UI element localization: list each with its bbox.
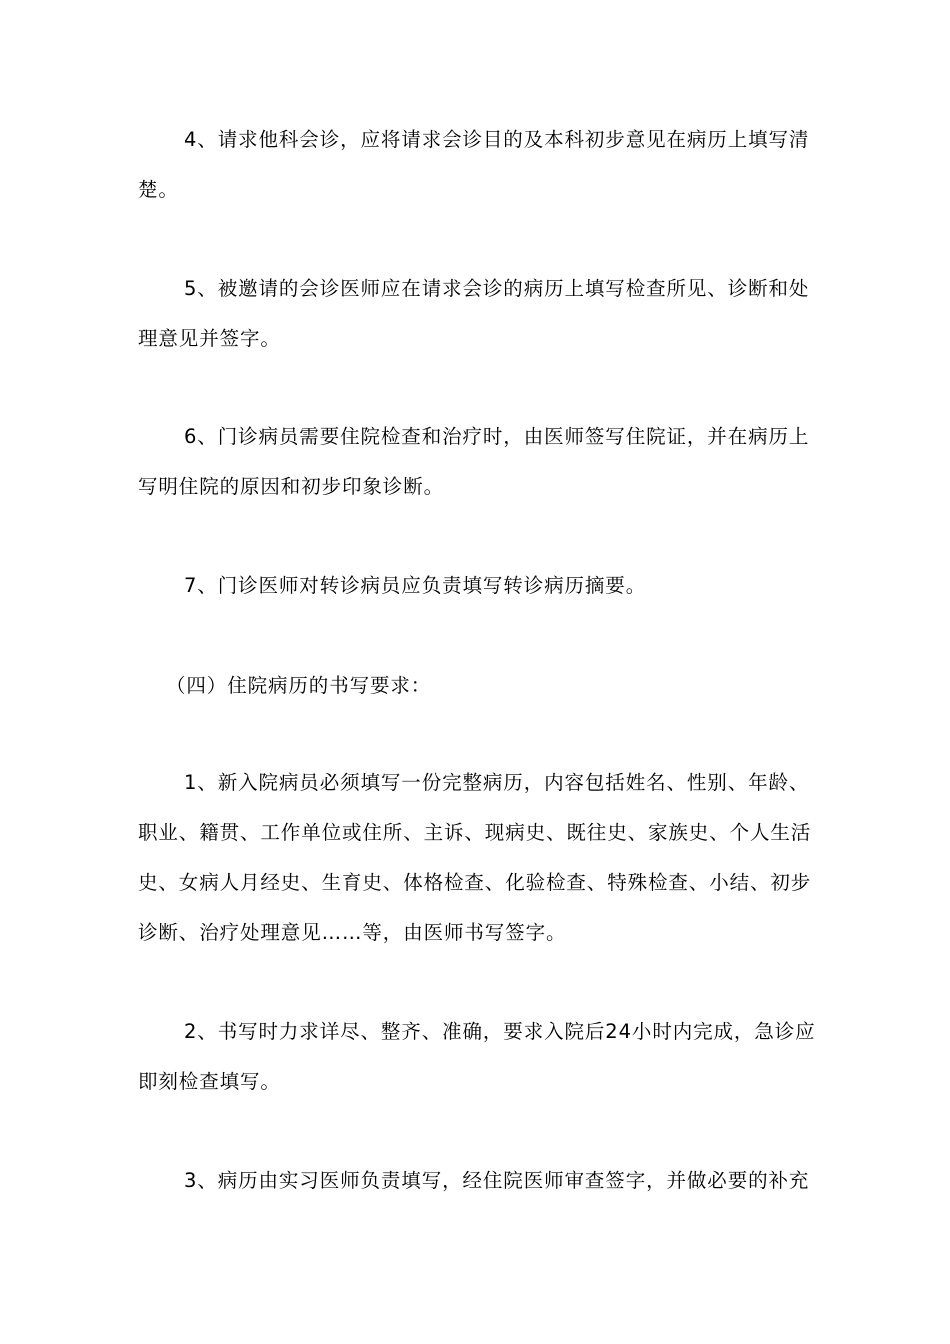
paragraph-complete-record: 1、新入院病员必须填写一份完整病历，内容包括姓名、性别、年龄、职业、籍贯、工作单位或住所、主诉、现病史、既往史、家族史、个人生活史、女病人月经史、生育史、体格检查、化验检查、特殊检查、小结、初步诊断、治疗处理意见……等，由医师书写签字。 [138,771,812,944]
paragraph-outpatient-admission: 6、门诊病员需要住院检查和治疗时，由医师签写住院证，并在病历上写明住院的原因和初步印象诊断。 [138,425,810,498]
paragraph-referral-summary: 7、门诊医师对转诊病员应负责填写转诊病历摘要。 [184,574,647,597]
paragraph-intern-responsibility: 3、病历由实习医师负责填写，经住院医师审查签字，并做必要的补充 [184,1169,810,1192]
paragraph-writing-requirements: 2、书写时力求详尽、整齐、准确，要求入院后24小时内完成，急诊应即刻检查填写。 [138,1020,816,1093]
paragraph-consultation-request: 4、请求他科会诊，应将请求会诊目的及本科初步意见在病历上填写清楚。 [138,128,810,201]
section-heading: （四）住院病历的书写要求： [166,674,432,697]
paragraph-invited-consultant: 5、被邀请的会诊医师应在请求会诊的病历上填写检查所见、诊断和处理意见并签字。 [138,277,810,350]
